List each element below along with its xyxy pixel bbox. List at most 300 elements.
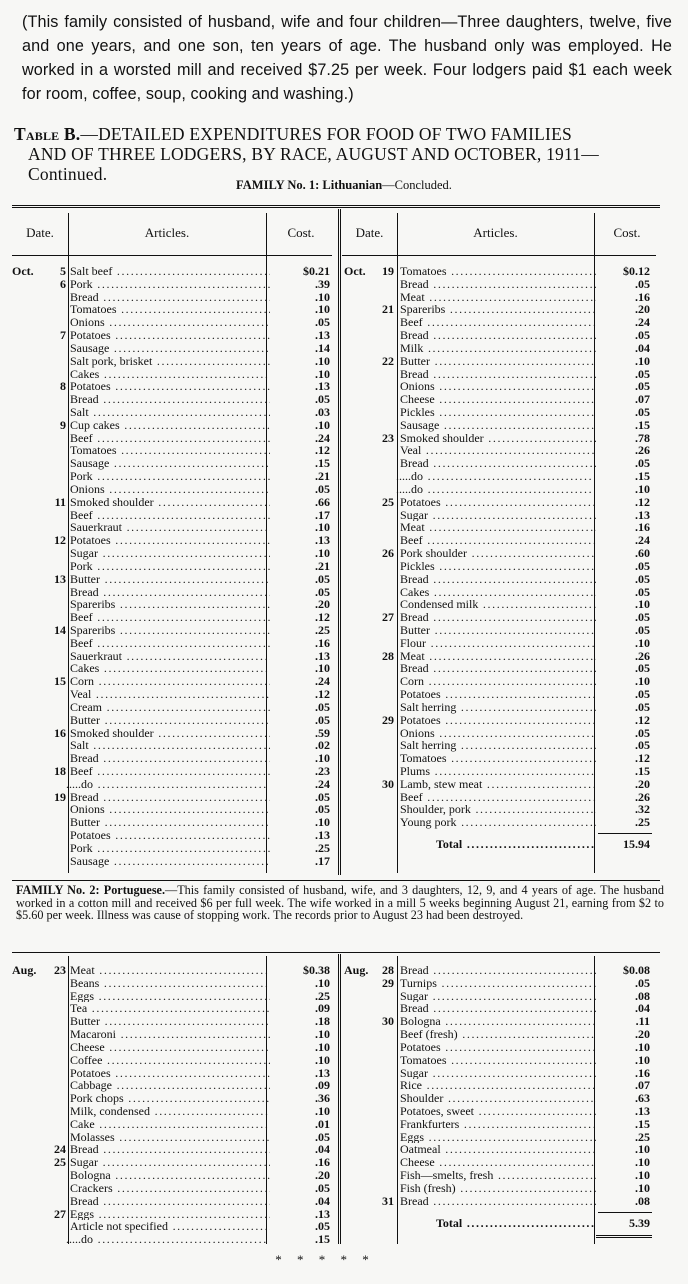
article-name: Cup cakes .....: [70, 419, 270, 432]
article-name: Pickles .....: [400, 560, 596, 573]
cost-value: .21: [315, 558, 330, 573]
article-name: Coffee .....: [70, 1054, 270, 1067]
cost-value: .12: [315, 443, 330, 458]
article-name: Meat .....: [400, 650, 596, 663]
table-row: [12, 714, 336, 727]
table-row: [342, 803, 660, 816]
cost-value: .26: [635, 443, 650, 458]
table-row: [12, 1028, 336, 1041]
cost-value: .63: [635, 1091, 650, 1106]
sum-rule: [598, 1212, 652, 1213]
article-name: Salt herring .....: [400, 739, 596, 752]
article-name: Frankfurters .....: [400, 1118, 596, 1131]
article-name: Bread .....: [70, 586, 270, 599]
cost-value: .05: [315, 1129, 330, 1144]
cost-value: .05: [635, 687, 650, 702]
table-row: [12, 727, 336, 740]
cost-value: .10: [635, 1168, 650, 1183]
cost-value: .10: [635, 674, 650, 689]
date-day: 23: [54, 963, 66, 977]
cost-value: .05: [635, 725, 650, 740]
table-row: [12, 624, 336, 637]
table-row: [12, 1118, 336, 1131]
date-day: 29: [382, 712, 394, 727]
article-name: Young pork .....: [400, 816, 596, 829]
article-name: Bread .....: [400, 457, 596, 470]
table-row: [12, 637, 336, 650]
article-name: Tomatoes .....: [70, 303, 270, 316]
table-row: [342, 637, 660, 650]
cost-value: .05: [315, 481, 330, 496]
family1-caption-bold: FAMILY No. 1: Lithuanian: [236, 178, 383, 192]
article-name: Pork chops .....: [70, 1092, 270, 1105]
cost-value: .13: [635, 1104, 650, 1119]
table-row: [342, 265, 660, 278]
article-name: Bread .....: [70, 752, 270, 765]
cost-value: .10: [315, 815, 330, 830]
cost-value: .05: [315, 392, 330, 407]
article-name: Onions .....: [70, 316, 270, 329]
table-row: [342, 1041, 660, 1054]
date-day: 27: [382, 610, 394, 625]
table-row: [342, 483, 660, 496]
table-row: [342, 547, 660, 560]
table-row: [12, 1092, 336, 1105]
table-row: [12, 534, 336, 547]
article-name: Beef .....: [400, 791, 596, 804]
table-row: [12, 611, 336, 624]
family1-caption: [0, 178, 688, 193]
article-name: Tomatoes .....: [400, 752, 596, 765]
cost-value: .10: [315, 289, 330, 304]
cost-value: .24: [315, 674, 330, 689]
table-bottom-rule: [12, 880, 660, 881]
date-day: 5: [60, 264, 66, 278]
cost-value: .16: [315, 1155, 330, 1170]
cost-value: .10: [315, 366, 330, 381]
date-day: 19: [54, 789, 66, 804]
cost-value: .10: [315, 520, 330, 535]
article-name: Salt pork, brisket .....: [70, 355, 270, 368]
table-row: [342, 1067, 660, 1080]
cost-value: .05: [315, 712, 330, 727]
article-name: Article not specified .....: [70, 1220, 270, 1233]
table-row: [12, 560, 336, 573]
table-row: [12, 573, 336, 586]
article-name: Cakes .....: [70, 368, 270, 381]
cost-value: .05: [315, 1219, 330, 1234]
cost-value: .24: [315, 776, 330, 791]
article-name: Bread .....: [400, 662, 596, 675]
cost-value: .13: [315, 828, 330, 843]
cost-value: .36: [315, 1091, 330, 1106]
article-name: Bread .....: [400, 1002, 596, 1015]
table-row: [342, 752, 660, 765]
article-name: Onions .....: [70, 483, 270, 496]
table-title-line3: Continued.: [28, 164, 108, 184]
article-name: Sugar .....: [400, 1067, 596, 1080]
table-row: [342, 1079, 660, 1092]
cost-value: .15: [635, 763, 650, 778]
table-row: [342, 977, 660, 990]
total-value: 15.94: [623, 837, 650, 852]
cost-value: .78: [635, 430, 650, 445]
article-name: Butter .....: [400, 355, 596, 368]
table-row: [342, 355, 660, 368]
article-name: Salt beef .....: [70, 265, 270, 278]
article-name: Sauerkraut .....: [70, 521, 270, 534]
article-name: Potatoes .....: [70, 534, 270, 547]
article-name: Cheese .....: [400, 1156, 596, 1169]
cost-value: .05: [315, 315, 330, 330]
header-date: Date.: [355, 225, 384, 240]
article-name: Shoulder .....: [400, 1092, 596, 1105]
table-row: [342, 521, 660, 534]
family1-caption-tail: —Concluded.: [382, 178, 452, 192]
section-break-stars: * * * * *: [275, 1252, 375, 1267]
cost-value: .09: [315, 1001, 330, 1016]
table-row: [12, 303, 336, 316]
date-day: 15: [54, 674, 66, 689]
cost-value: .23: [315, 763, 330, 778]
table-row: [12, 278, 336, 291]
article-name: Bread .....: [400, 1195, 596, 1208]
table-row: [342, 509, 660, 522]
table-row: [12, 1195, 336, 1208]
cost-value: .20: [315, 1168, 330, 1183]
article-name: Pork .....: [70, 470, 270, 483]
cost-value: .10: [635, 1142, 650, 1157]
table-row: [342, 1143, 660, 1156]
article-name: .....do .....: [66, 778, 266, 791]
date-month: Aug.: [12, 963, 37, 977]
article-name: Bread .....: [70, 1195, 270, 1208]
article-name: Sausage .....: [70, 457, 270, 470]
article-name: Potatoes .....: [400, 714, 596, 727]
cost-value: .60: [635, 546, 650, 561]
article-name: Beef .....: [400, 534, 596, 547]
cost-value: .24: [635, 533, 650, 548]
article-name: Potatoes .....: [400, 496, 596, 509]
cost-value: .09: [315, 1078, 330, 1093]
cost-value: .04: [635, 340, 650, 355]
table-row: [12, 265, 336, 278]
cost-value: .25: [315, 622, 330, 637]
table-row: [12, 406, 336, 419]
date-day: 6: [60, 276, 66, 291]
cost-value: .10: [315, 661, 330, 676]
article-name: Spareribs .....: [400, 303, 596, 316]
article-name: Bread .....: [400, 611, 596, 624]
table-row: [342, 406, 660, 419]
cost-value: .07: [635, 392, 650, 407]
cost-value: .21: [315, 469, 330, 484]
table-row: [12, 342, 336, 355]
table-row: [342, 1195, 660, 1208]
table-row: [12, 739, 336, 752]
date-day: 31: [382, 1193, 394, 1208]
article-name: Pork .....: [70, 560, 270, 573]
date-day: 28: [382, 648, 394, 663]
cost-value: .07: [635, 1078, 650, 1093]
family2-description: [16, 884, 664, 922]
cost-value: .10: [635, 635, 650, 650]
article-name: Salt .....: [70, 406, 270, 419]
article-name: .....do .....: [66, 1233, 266, 1246]
table-row: [12, 1054, 336, 1067]
article-name: Butter .....: [70, 816, 270, 829]
total-double-rule: [596, 1235, 652, 1238]
table-row: [12, 1156, 336, 1169]
article-name: Bologna .....: [70, 1169, 270, 1182]
table-row: [342, 303, 660, 316]
article-name: Cheese .....: [400, 393, 596, 406]
table-row: [342, 1169, 660, 1182]
article-name: Tea .....: [70, 1002, 270, 1015]
table-row: [12, 1182, 336, 1195]
table-row: [342, 1092, 660, 1105]
article-name: Salt .....: [70, 739, 270, 752]
cost-value: .10: [315, 1104, 330, 1119]
cost-value: .18: [315, 1014, 330, 1029]
table-row: [12, 496, 336, 509]
cost-value: .12: [635, 751, 650, 766]
cost-value: .05: [635, 661, 650, 676]
cost-value: .16: [635, 289, 650, 304]
article-name: Macaroni .....: [70, 1028, 270, 1041]
article-name: Plums .....: [400, 765, 596, 778]
date-day: 7: [60, 328, 66, 343]
cost-value: .25: [315, 988, 330, 1003]
total-value: 5.39: [629, 1215, 650, 1230]
cost-value: .04: [315, 1142, 330, 1157]
table-row: [12, 1105, 336, 1118]
table-row: [12, 1015, 336, 1028]
table-row: [12, 509, 336, 522]
date-day: 24: [54, 1142, 66, 1157]
header-cost: Cost.: [287, 225, 315, 240]
table-row: [342, 791, 660, 804]
article-name: Sausage .....: [400, 419, 596, 432]
article-name: Salt herring .....: [400, 701, 596, 714]
cost-value: .15: [315, 1232, 330, 1247]
cost-value: $0.38: [303, 963, 330, 977]
article-name: Bread .....: [70, 1143, 270, 1156]
cost-value: .05: [635, 622, 650, 637]
table-row: [12, 650, 336, 663]
cost-value: .16: [635, 1065, 650, 1080]
cost-value: .10: [315, 302, 330, 317]
table-row: [342, 496, 660, 509]
article-name: Corn .....: [70, 675, 270, 688]
article-name: Beef .....: [70, 509, 270, 522]
article-name: Rice .....: [400, 1079, 596, 1092]
article-name: Fish—smelts, fresh .....: [400, 1169, 596, 1182]
cost-value: .10: [315, 353, 330, 368]
article-name: .....do .....: [396, 483, 592, 496]
date-day: 14: [54, 622, 66, 637]
table-row: [342, 432, 660, 445]
cost-value: .16: [635, 520, 650, 535]
article-name: Onions .....: [400, 727, 596, 740]
table-row: [12, 329, 336, 342]
cost-value: .13: [315, 1065, 330, 1080]
cost-value: .05: [635, 610, 650, 625]
article-name: Potatoes, sweet .....: [400, 1105, 596, 1118]
table-row: [342, 368, 660, 381]
date-day: 16: [54, 725, 66, 740]
table-row: [342, 470, 660, 483]
table-row: [12, 1220, 336, 1233]
article-name: Onions .....: [70, 803, 270, 816]
table-label: Table B.: [14, 124, 81, 144]
family2-table: [12, 952, 660, 1248]
article-name: Butter .....: [400, 624, 596, 637]
table-row: [12, 765, 336, 778]
cost-value: .15: [315, 456, 330, 471]
article-name: Cabbage .....: [70, 1079, 270, 1092]
table-row: [342, 560, 660, 573]
article-name: Lamb, stew meat .....: [400, 778, 596, 791]
article-name: Meat .....: [70, 964, 270, 977]
date-day: 21: [382, 302, 394, 317]
cost-value: .13: [315, 648, 330, 663]
article-name: Cheese .....: [70, 1041, 270, 1054]
table-row: [12, 1067, 336, 1080]
date-day: 26: [382, 546, 394, 561]
article-name: Cakes .....: [70, 662, 270, 675]
cost-value: .12: [315, 610, 330, 625]
cost-value: .10: [315, 1052, 330, 1067]
article-name: Beef .....: [70, 637, 270, 650]
cost-value: .17: [315, 507, 330, 522]
table-title: [14, 124, 674, 184]
article-name: Spareribs .....: [70, 598, 270, 611]
cost-value: .05: [635, 276, 650, 291]
cost-value: .05: [315, 699, 330, 714]
article-name: Butter .....: [70, 1015, 270, 1028]
table-row: [342, 727, 660, 740]
cost-value: .10: [635, 353, 650, 368]
total-label: Total .....: [436, 838, 596, 851]
cost-value: .13: [315, 533, 330, 548]
cost-value: .05: [635, 584, 650, 599]
cost-value: .10: [315, 975, 330, 990]
date-day: 30: [382, 776, 394, 791]
article-name: Beef .....: [70, 765, 270, 778]
table-row: [12, 855, 336, 868]
article-name: Cake .....: [70, 1118, 270, 1131]
table-row: [342, 714, 660, 727]
cost-value: .10: [635, 481, 650, 496]
table-row: [342, 765, 660, 778]
table-row: [342, 675, 660, 688]
table-row: [342, 739, 660, 752]
table-row: [12, 470, 336, 483]
table-row: [342, 1054, 660, 1067]
cost-value: .02: [315, 738, 330, 753]
article-name: Fish (fresh) .....: [400, 1182, 596, 1195]
cost-value: .05: [635, 738, 650, 753]
cost-value: .10: [635, 1052, 650, 1067]
cost-value: .26: [635, 648, 650, 663]
article-name: Beef .....: [400, 316, 596, 329]
cost-value: .05: [315, 789, 330, 804]
header-articles: Articles.: [473, 225, 518, 240]
article-name: Potatoes .....: [400, 688, 596, 701]
header-cost: Cost.: [613, 225, 641, 240]
article-name: Beans .....: [70, 977, 270, 990]
table-row: [12, 393, 336, 406]
article-name: Sugar .....: [70, 547, 270, 560]
table-row: [12, 688, 336, 701]
table-row: [342, 650, 660, 663]
table-row: [12, 380, 336, 393]
table-row: [12, 778, 336, 791]
cost-value: .10: [635, 597, 650, 612]
article-name: Meat .....: [400, 521, 596, 534]
cost-value: .26: [635, 789, 650, 804]
cost-value: .05: [315, 1180, 330, 1195]
article-name: Butter .....: [70, 573, 270, 586]
cost-value: .08: [635, 1193, 650, 1208]
article-name: Potatoes .....: [70, 329, 270, 342]
table-row: [12, 483, 336, 496]
article-name: Bread .....: [400, 573, 596, 586]
table-row: [342, 419, 660, 432]
article-name: Sugar .....: [400, 990, 596, 1003]
cost-value: .16: [315, 635, 330, 650]
article-name: Cakes .....: [400, 586, 596, 599]
table-top-rule: [12, 952, 660, 953]
table-row: [12, 701, 336, 714]
table-row: [342, 278, 660, 291]
article-name: Eggs .....: [70, 1208, 270, 1221]
cost-value: .11: [635, 1014, 650, 1029]
table-row: [342, 662, 660, 675]
article-name: Bread .....: [400, 278, 596, 291]
header-rule: [12, 255, 332, 256]
table-row: [342, 444, 660, 457]
article-name: .....do .....: [396, 470, 592, 483]
cost-value: .04: [635, 1001, 650, 1016]
cost-value: .20: [635, 1027, 650, 1042]
table-row: [342, 624, 660, 637]
date-day: 29: [382, 975, 394, 990]
date-month: Oct.: [344, 264, 366, 278]
cost-value: .05: [635, 558, 650, 573]
date-day: 8: [60, 379, 66, 394]
table-row: [342, 1131, 660, 1144]
table-row: [12, 964, 336, 977]
article-name: Pork .....: [70, 842, 270, 855]
cost-value: .05: [315, 584, 330, 599]
date-day: 18: [54, 763, 66, 778]
article-name: Pickles .....: [400, 406, 596, 419]
cost-value: .20: [635, 302, 650, 317]
cost-value: .08: [635, 988, 650, 1003]
table-row: [342, 611, 660, 624]
article-name: Sauerkraut .....: [70, 650, 270, 663]
article-name: Oatmeal .....: [400, 1143, 596, 1156]
table-row: [342, 457, 660, 470]
article-name: Potatoes .....: [400, 1041, 596, 1054]
date-month: Aug.: [344, 963, 369, 977]
article-name: Tomatoes .....: [400, 1054, 596, 1067]
table-row: [342, 1015, 660, 1028]
cost-value: .25: [635, 1129, 650, 1144]
article-name: Turnips .....: [400, 977, 596, 990]
